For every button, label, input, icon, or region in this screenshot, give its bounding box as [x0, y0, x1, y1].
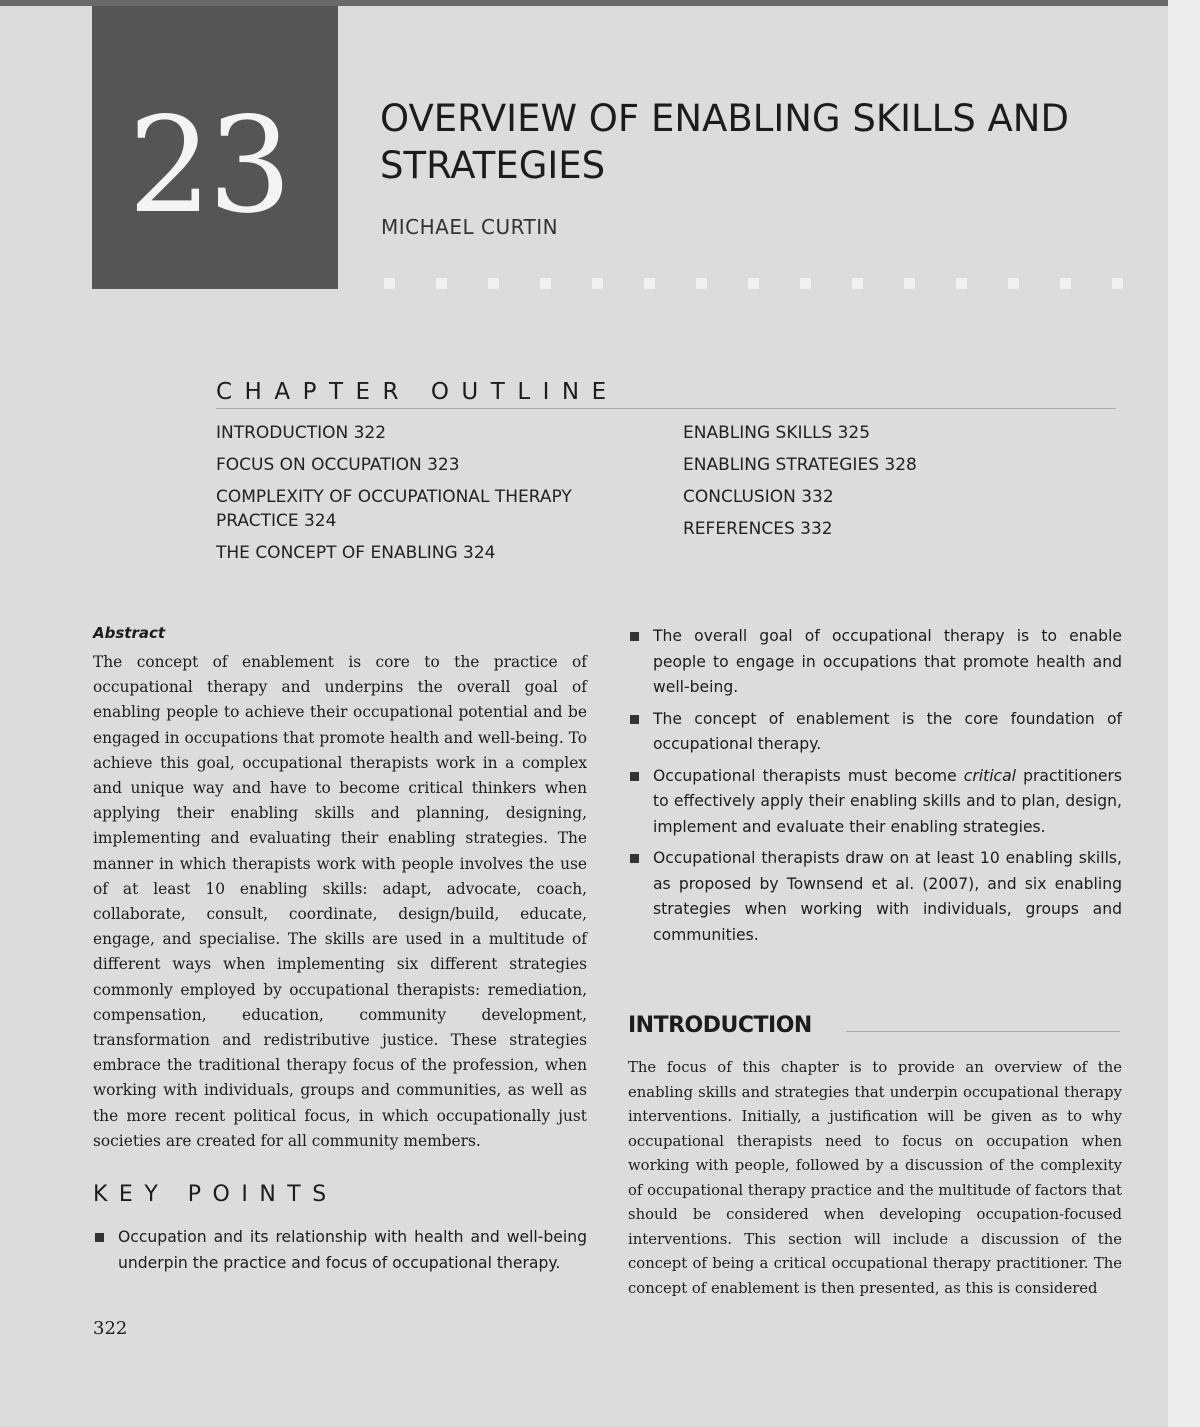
outline-left-column: [216, 421, 636, 573]
introduction-heading: INTRODUCTION: [628, 1013, 812, 1038]
decorative-square: [1112, 278, 1123, 289]
key-point: [628, 707, 1122, 758]
decorative-square: [696, 278, 707, 289]
bullet-square-icon: [630, 772, 639, 781]
decorative-square: [384, 278, 395, 289]
key-point-text: practitioners to effectively apply their enabling skills and to plan, design, implement and evaluate their enabling strategies.: [653, 766, 1123, 836]
outline-item: ENABLING SKILLS 325: [683, 423, 871, 443]
decorative-square: [1060, 278, 1071, 289]
page-edge: [1168, 0, 1200, 1427]
decorative-square: [1008, 278, 1019, 289]
outline-item: THE CONCEPT OF ENABLING 324: [216, 543, 496, 563]
page-number: 322: [93, 1318, 128, 1339]
abstract-body: The concept of enablement is core to the practice of occupational therapy and underpins the overall goal of enabling people to achieve their occupational potential and be engaged in occupations that promote health and well-being. To achieve this goal, occupational therapists work in a complex and unique way and have to become critical thinkers when applying their enabling skills and planning, designing, implementing and evaluating their enabling strategies. The manner in which therapists work with people involves the use of at least 10 enabling skills: adapt, advocate, coach, collaborate, consult, coordinate, design/build, educate, engage, and specialise. The skills are used in a multitude of different ways when implementing six different strategies commonly employed by occupational therapists: remediation, compensation, education, community development, transformation and redistributive justice. These strategies embrace the traditional therapy focus of the profession, when working with individuals, groups and communities, as well as the more recent political focus, in which occupationally just societies are created for all community members.: [93, 653, 587, 1150]
key-point-emphasis: critical: [963, 766, 1017, 785]
outline-item: INTRODUCTION 322: [216, 423, 387, 443]
key-points-heading: KEY POINTS: [93, 1182, 338, 1207]
key-point-text: Occupation and its relationship with health and well-being underpin the practice and focus of occupational therapy.: [118, 1228, 587, 1272]
key-point: [93, 1225, 587, 1276]
bullet-square-icon: [630, 715, 639, 724]
decorative-square: [436, 278, 447, 289]
decorative-square: [956, 278, 967, 289]
introduction-divider: [846, 1031, 1120, 1032]
outline-right-column: [683, 421, 1103, 549]
key-point: [628, 764, 1122, 841]
outline-divider: [216, 408, 1116, 409]
key-point: [628, 624, 1122, 701]
outline-item: FOCUS ON OCCUPATION 323: [216, 455, 460, 475]
key-points-list-left: [93, 1225, 587, 1282]
decorative-square: [644, 278, 655, 289]
decorative-square: [800, 278, 811, 289]
outline-item: ENABLING STRATEGIES 328: [683, 455, 917, 475]
abstract-heading: Abstract: [93, 624, 166, 642]
outline-item: REFERENCES 332: [683, 519, 833, 539]
decorative-square-row: [384, 278, 1164, 290]
bullet-square-icon: [95, 1233, 104, 1242]
chapter-number: 23: [128, 89, 288, 243]
bullet-square-icon: [630, 632, 639, 641]
key-points-list-right: [628, 624, 1122, 954]
outline-item: COMPLEXITY OF OCCUPATIONAL THERAPY PRACTICE 324: [216, 487, 572, 531]
bullet-square-icon: [630, 854, 639, 863]
key-point-text: The overall goal of occupational therapy is to enable people to engage in occupations that promote health and well-being.: [653, 627, 1122, 696]
chapter-title: OVERVIEW OF ENABLING SKILLS AND STRATEGIES: [380, 97, 1069, 187]
decorative-square: [852, 278, 863, 289]
key-point-text: Occupational therapists must become: [653, 766, 964, 785]
key-point-text: Occupational therapists draw on at least 10 enabling skills, as proposed by Townsend et al. (2007), and six enabling strategies when working with individuals, groups and communities.: [653, 849, 1122, 944]
decorative-square: [488, 278, 499, 289]
key-point: [628, 846, 1122, 948]
decorative-square: [592, 278, 603, 289]
introduction-body: The focus of this chapter is to provide an overview of the enabling skills and strategies that underpin occupational therapy interventions. Initially, a justification will be given as to why occupational therapists need to focus on occupation when working with people, followed by a discussion of the complexity of occupational therapy practice and the multitude of factors that should be considered when developing occupation-focused interventions. This section will include a discussion of the concept of being a critical occupational therapy practitioner. The concept of enablement is then presented, as this is considered: [628, 1059, 1122, 1297]
chapter-outline-heading: CHAPTER OUTLINE: [216, 379, 619, 405]
key-point-text: The concept of enablement is the core foundation of occupational therapy.: [653, 709, 1122, 753]
outline-item: CONCLUSION 332: [683, 487, 834, 507]
chapter-author: MICHAEL CURTIN: [381, 215, 559, 239]
decorative-square: [540, 278, 551, 289]
decorative-square: [904, 278, 915, 289]
decorative-square: [748, 278, 759, 289]
